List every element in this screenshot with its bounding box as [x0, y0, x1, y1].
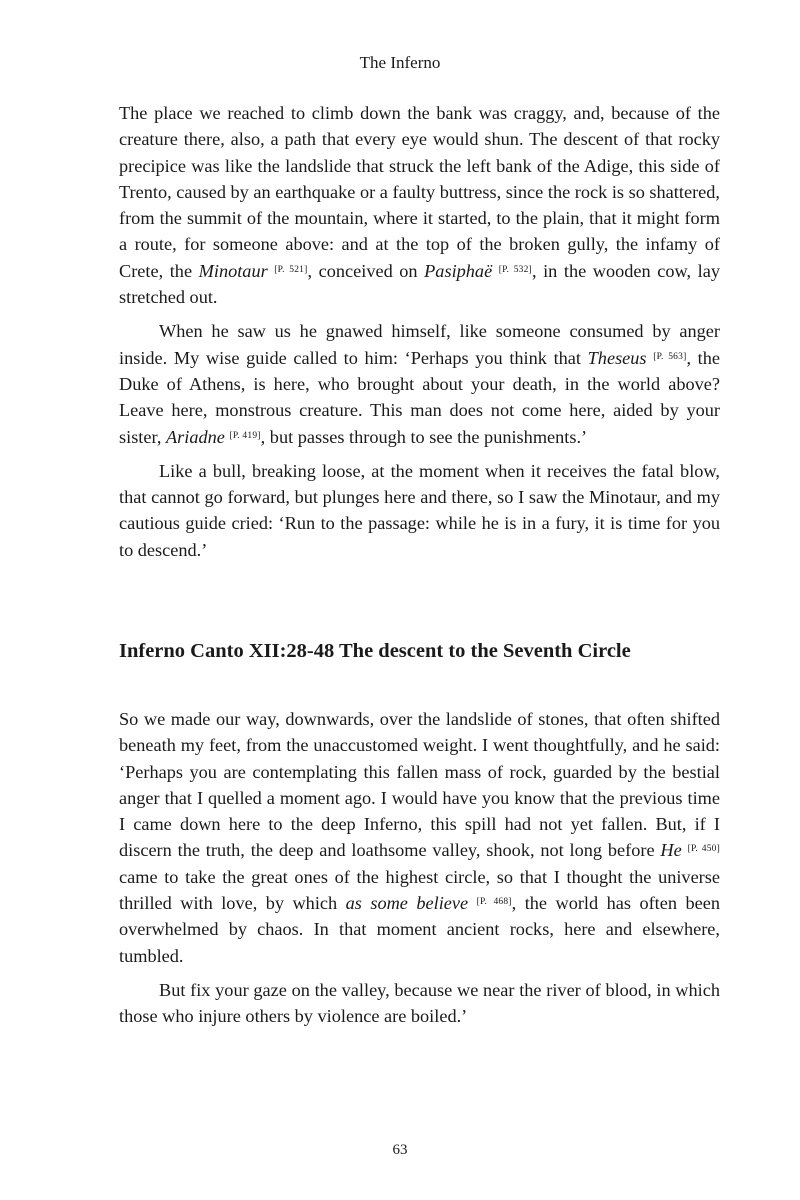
paragraph-text: The place we reached to climb down the bank was craggy, and, because of the creature there, also, a path that every eye would shun. The descent of that rocky precipice was like the landslide that struck the left bank of the Adige, this side of Trento, caused by an earthquake or a faulty buttress, since the rock is so shattered, from the summit of the mountain, where it started, to the plain, that it might form a route, for someone above: and at the top of the broken gully, the infamy of Crete, the: [119, 103, 720, 281]
section-heading: Inferno Canto XII:28-48 The descent to the Seventh Circle: [119, 640, 631, 662]
paragraph: [119, 100, 720, 310]
page-reference[interactable]: [P. 450]: [687, 844, 720, 855]
paragraph-text: , but passes through to see the punishments.’: [260, 426, 588, 447]
running-header: The Inferno: [359, 53, 441, 72]
paragraph-text: , in the wooden cow, lay stretched out.: [119, 260, 720, 308]
link-as-some-believe[interactable]: as some believe: [345, 893, 469, 914]
page-reference[interactable]: [P. 563]: [653, 351, 687, 362]
paragraph: [119, 458, 720, 563]
page-reference[interactable]: [P. 521]: [274, 264, 308, 275]
link-pasiphae[interactable]: Pasiphaë: [424, 260, 493, 281]
paragraph-text: , conceived on: [307, 260, 425, 281]
link-he[interactable]: He: [660, 840, 682, 861]
text-block-bottom: [119, 706, 720, 1030]
page-reference[interactable]: [P. 468]: [476, 896, 512, 907]
link-minotaur[interactable]: Minotaur: [198, 260, 268, 281]
link-ariadne[interactable]: Ariadne: [166, 426, 225, 447]
paragraph-text: came to take the great ones of the highest circle, so that I thought the universe thrilled with love, by which: [119, 866, 720, 914]
page-reference[interactable]: [P. 419]: [229, 430, 261, 441]
paragraph-text: Like a bull, breaking loose, at the moment when it receives the fatal blow, that cannot go forward, but plunges here and there, so I saw the Minotaur, and my cautious guide cried: ‘Run to the passage: while he is in a fury, it is time for you to descend.’: [119, 460, 720, 560]
paragraph: [119, 706, 720, 969]
paragraph: [119, 977, 720, 1030]
text-block-top: [119, 100, 720, 563]
paragraph-text: So we made our way, downwards, over the landslide of stones, that often shifted beneath my feet, from the unaccustomed weight. I went thoughtfully, and he said: ‘Perhaps you are contemplating this fallen mass of rock, guarded by the bestial anger that I quelled a moment ago. I would have you know that the previous time I came down here to the deep Inferno, this spill had not yet fallen. But, if I discern the truth, the deep and loathsome valley, shook, not long before: [119, 709, 720, 861]
link-theseus[interactable]: Theseus: [587, 347, 647, 368]
page-number: 63: [392, 1142, 408, 1158]
paragraph-text: , the Duke of Athens, is here, who brought about your death, in the world above? Leave here, monstrous creature. This man does not come here, aided by your sister,: [119, 347, 720, 447]
page-reference[interactable]: [P. 532]: [498, 264, 532, 275]
paragraph-text: , the world has often been overwhelmed by chaos. In that moment ancient rocks, here and elsewhere, tumbled.: [119, 893, 720, 966]
paragraph-text: When he saw us he gnawed himself, like someone consumed by anger inside. My wise guide called to him: ‘Perhaps you think that: [119, 321, 720, 368]
paragraph-text: But fix your gaze on the valley, because we near the river of blood, in which those who injure others by violence are boiled.’: [119, 979, 720, 1027]
paragraph: [119, 318, 720, 449]
